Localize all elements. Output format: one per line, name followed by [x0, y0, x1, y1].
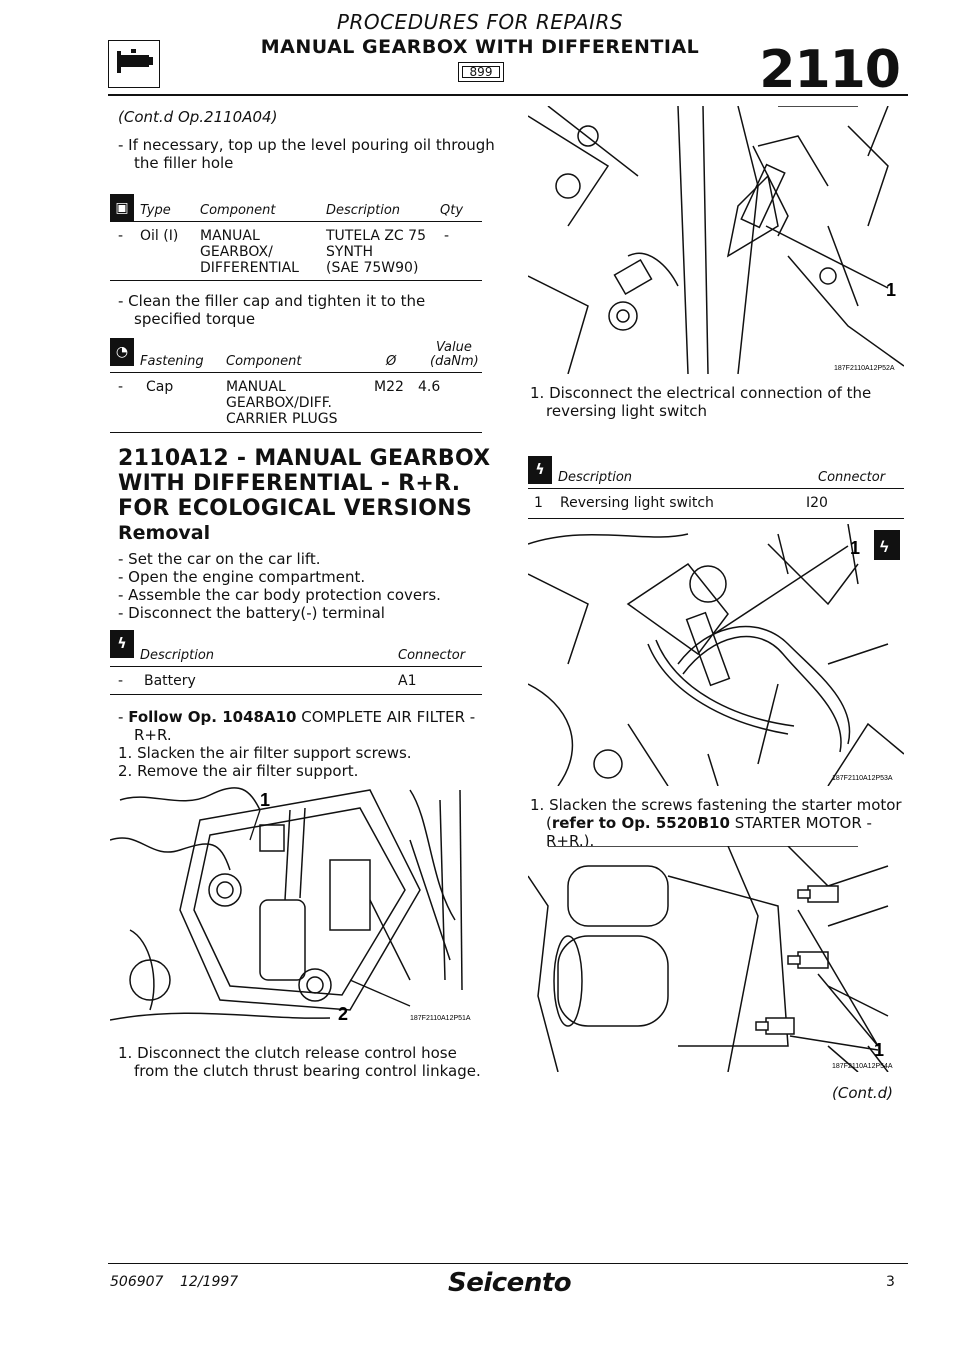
section-title: 2110A12 - MANUAL GEARBOX WITH DIFFERENTIAL - R+R. FOR ECOLOGICAL VERSIONS	[118, 446, 491, 521]
electrical-icon-2: ϟ	[528, 456, 552, 484]
torque-table-rule-top	[110, 372, 482, 373]
cont-note: (Cont.d Op.2110A04)	[118, 108, 278, 126]
fig3-code: 187F2110A12P53A	[832, 775, 893, 782]
header-title-main: MANUAL GEARBOX WITH DIFFERENTIAL	[260, 36, 700, 58]
oil-row-qty: -	[444, 228, 450, 244]
oil-th-qty: Qty	[440, 203, 464, 218]
caption-reversing: 1. Disconnect the electrical connection of the reversing light switch	[530, 384, 872, 420]
topup-text: - If necessary, top up the level pouring oil through the filler hole	[118, 136, 495, 172]
oil-row-description: TUTELA ZC 75 SYNTH (SAE 75W90)	[326, 228, 426, 276]
oil-row-type: Oil (I)	[140, 228, 179, 244]
page-number: 3	[886, 1274, 895, 1290]
torque-table-rule-bottom	[110, 432, 482, 433]
reversing-switch-figure	[528, 106, 904, 374]
battery-table-rule-top	[110, 666, 482, 667]
oil-table-rule-bottom	[110, 280, 482, 281]
oil-th-component: Component	[200, 203, 276, 218]
oil-th-type: Type	[140, 203, 171, 218]
rev-table-rule-bottom	[528, 518, 904, 519]
electrical-icon: ϟ	[110, 630, 134, 658]
follow-op-text: - Follow Op. 1048A10 COMPLETE AIR FILTER - R+R. 1. Slacken the air filter support screws. 2. Remove the air filter support.	[118, 708, 476, 780]
continued-note: (Cont.d)	[832, 1084, 894, 1102]
torque-wrench-icon: ◔	[110, 338, 134, 366]
torque-row-dash: -	[118, 379, 124, 395]
fig4-code: 187F2110A12P54A	[832, 1063, 893, 1070]
removal-steps: - Set the car on the car lift. - Open the engine compartment. - Assemble the car body protection covers. - Disconnect the battery(-) terminal	[118, 550, 441, 622]
fig1-label-1: 1	[260, 790, 271, 810]
fig3-electrical-icon: ϟ	[880, 539, 889, 556]
rev-th-connector: Connector	[818, 470, 886, 485]
rev-table-rule-top	[528, 488, 904, 489]
rev-th-description: Description	[558, 470, 633, 485]
battery-row-connector: A1	[398, 673, 417, 689]
oil-th-description: Description	[326, 203, 401, 218]
caption-clutch: 1. Disconnect the clutch release control hose from the clutch thrust bearing control linkage.	[118, 1044, 481, 1080]
battery-th-description: Description	[140, 648, 215, 663]
fig2-code: 187F2110A12P52A	[834, 365, 895, 372]
battery-row-dash: -	[118, 673, 124, 689]
torque-row-value: 4.6	[418, 379, 441, 395]
air-filter-support-figure	[110, 780, 482, 1024]
torque-th-component: Component	[226, 354, 302, 369]
doc-date: 12/1997	[180, 1274, 239, 1290]
torque-row-dia: M22	[374, 379, 404, 395]
battery-table-rule-bottom	[110, 694, 482, 695]
oil-row-component: MANUAL GEARBOX/ DIFFERENTIAL	[200, 228, 299, 276]
oil-table-rule-top	[110, 221, 482, 222]
torque-th-dia: Ø	[386, 354, 397, 369]
torque-th-value: Value	[436, 340, 472, 355]
battery-row-description: Battery	[144, 673, 196, 689]
starter-motor-figure	[528, 846, 904, 1072]
gearbox-logo-icon	[108, 40, 160, 88]
header-rule	[108, 94, 908, 96]
oil-row-dash: -	[118, 228, 124, 244]
battery-th-connector: Connector	[398, 648, 466, 663]
oil-can-icon: ▣	[110, 194, 134, 222]
clean-cap-text: - Clean the filler cap and tighten it to the specified torque	[118, 292, 426, 328]
brand-logo: Seicento	[448, 1268, 572, 1298]
header-title-top: PROCEDURES FOR REPAIRS	[336, 10, 624, 34]
rev-row-description: Reversing light switch	[560, 495, 714, 511]
torque-row-fastening: Cap	[146, 379, 174, 395]
rev-row-num: 1	[534, 495, 543, 511]
removal-heading: Removal	[118, 522, 211, 544]
fig4-label: 1	[874, 1040, 885, 1060]
group-number: 2110	[759, 40, 900, 100]
fig2-label: 1	[886, 280, 897, 300]
torque-th-unit: (daNm)	[430, 354, 479, 369]
fig1-code: 187F2110A12P51A	[410, 1015, 471, 1022]
fig3-label: 1	[850, 538, 861, 558]
caption-starter: 1. Slacken the screws fastening the starter motor (refer to Op. 5520B10 STARTER MOTOR - R+R.).	[530, 796, 902, 850]
rev-row-connector: I20	[806, 495, 828, 511]
torque-row-component: MANUAL GEARBOX/DIFF. CARRIER PLUGS	[226, 379, 338, 427]
starter-cable-figure	[528, 524, 904, 786]
fig1-label-2: 2	[338, 1004, 349, 1024]
doc-number: 506907	[110, 1274, 164, 1290]
page-box: 899	[458, 62, 504, 82]
footer-rule	[108, 1263, 908, 1264]
torque-th-fastening: Fastening	[140, 354, 204, 369]
